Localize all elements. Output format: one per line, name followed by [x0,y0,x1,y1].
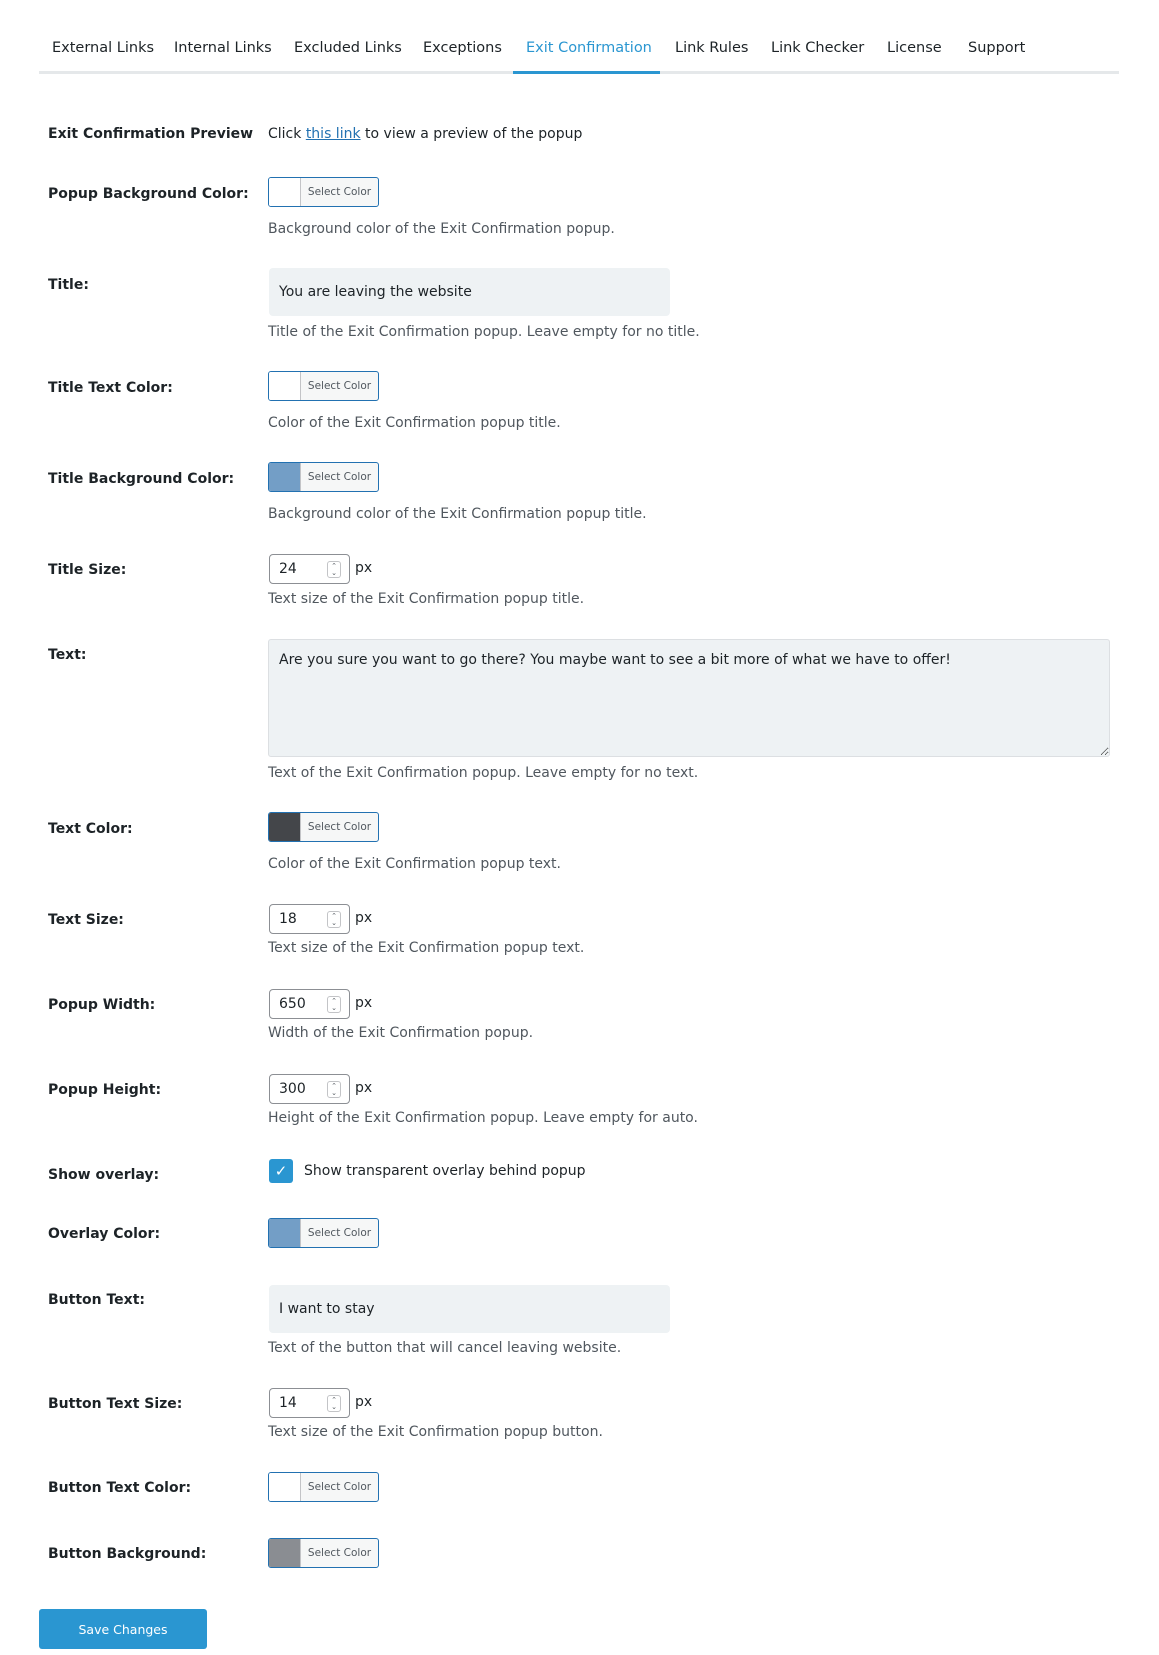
preview-label: Exit Confirmation Preview [48,126,254,142]
title-text-color-label: Title Text Color: [48,380,173,396]
title-input[interactable] [269,268,670,316]
button-text-size-label: Button Text Size: [48,1396,183,1412]
title-bg-color-desc: Background color of the Exit Confirmation popup title. [268,506,647,522]
spinner-arrows-icon[interactable]: ⌃ ⌄ [327,561,341,578]
button-text-size-desc: Text size of the Exit Confirmation popup button. [268,1424,603,1440]
save-changes-button[interactable]: Save Changes [39,1609,207,1649]
text-textarea[interactable] [268,639,1110,757]
text-color-label: Text Color: [48,821,133,837]
active-tab-indicator [513,71,660,74]
title-size-unit: px [355,560,373,576]
tab-excluded-links[interactable]: Excluded Links [294,40,402,56]
select-color-label: Select Color [307,380,372,392]
button-text-size-input[interactable] [269,1388,350,1418]
popup-height-input[interactable] [269,1074,350,1104]
title-size-value: 24 [279,561,297,577]
preview-text [268,126,582,142]
text-size-label: Text Size: [48,912,124,928]
title-text-color-desc: Color of the Exit Confirmation popup title. [268,415,561,431]
popup-height-unit: px [355,1080,373,1096]
title-label: Title: [48,277,89,293]
overlay-color-picker[interactable] [268,1218,379,1248]
preview-text-before: Click [268,126,306,142]
tab-support[interactable]: Support [968,40,1026,56]
button-background-label: Button Background: [48,1546,207,1562]
text-label: Text: [48,647,87,663]
color-swatch [269,1473,301,1501]
title-bg-color-picker[interactable] [268,462,379,492]
popup-height-label: Popup Height: [48,1082,162,1098]
tab-link-rules[interactable]: Link Rules [675,40,749,56]
popup-width-desc: Width of the Exit Confirmation popup. [268,1025,534,1041]
title-size-input[interactable] [269,554,350,584]
button-text-color-picker[interactable] [268,1472,379,1502]
title-bg-color-label: Title Background Color: [48,471,235,487]
color-swatch [269,372,301,400]
text-color-desc: Color of the Exit Confirmation popup text. [268,856,561,872]
checkmark-icon: ✓ [274,1162,288,1180]
color-swatch [269,813,301,841]
settings-tabs [39,28,1119,74]
popup-width-input[interactable] [269,989,350,1019]
select-color-label: Select Color [307,186,372,198]
popup-width-label: Popup Width: [48,997,156,1013]
popup-width-unit: px [355,995,373,1011]
popup-height-desc: Height of the Exit Confirmation popup. Leave empty for auto. [268,1110,698,1126]
popup-bg-color-picker[interactable] [268,177,379,207]
select-color-label: Select Color [307,1481,372,1493]
popup-height-value: 300 [279,1081,306,1097]
text-size-value: 18 [279,911,297,927]
show-overlay-label: Show overlay: [48,1167,160,1183]
text-size-unit: px [355,910,373,926]
show-overlay-checkbox[interactable] [269,1159,293,1183]
tab-internal-links[interactable]: Internal Links [174,40,272,56]
title-desc: Title of the Exit Confirmation popup. Leave empty for no title. [268,324,700,340]
title-size-label: Title Size: [48,562,127,578]
tab-link-checker[interactable]: Link Checker [771,40,865,56]
button-text-size-unit: px [355,1394,373,1410]
button-text-size-value: 14 [279,1395,297,1411]
show-overlay-checkbox-label[interactable]: Show transparent overlay behind popup [304,1163,586,1179]
button-text-desc: Text of the button that will cancel leaving website. [268,1340,622,1356]
spinner-arrows-icon[interactable]: ⌃ ⌄ [327,1081,341,1098]
select-color-label: Select Color [307,821,372,833]
overlay-color-label: Overlay Color: [48,1226,161,1242]
tab-external-links[interactable]: External Links [52,40,155,56]
popup-width-value: 650 [279,996,306,1012]
tab-exit-confirmation[interactable]: Exit Confirmation [526,40,652,56]
text-size-input[interactable] [269,904,350,934]
popup-bg-color-label: Popup Background Color: [48,186,249,202]
preview-text-after: to view a preview of the popup [360,126,583,142]
popup-bg-color-desc: Background color of the Exit Confirmation popup. [268,221,615,237]
spinner-arrows-icon[interactable]: ⌃ ⌄ [327,911,341,928]
button-text-color-label: Button Text Color: [48,1480,192,1496]
text-desc: Text of the Exit Confirmation popup. Leave empty for no text. [268,765,699,781]
text-color-picker[interactable] [268,812,379,842]
spinner-arrows-icon[interactable]: ⌃ ⌄ [327,1395,341,1412]
button-background-color-picker[interactable] [268,1538,379,1568]
tab-license[interactable]: License [887,40,942,56]
spinner-arrows-icon[interactable]: ⌃ ⌄ [327,996,341,1013]
title-size-desc: Text size of the Exit Confirmation popup title. [268,591,585,607]
title-text-color-picker[interactable] [268,371,379,401]
text-size-desc: Text size of the Exit Confirmation popup text. [268,940,585,956]
select-color-label: Select Color [307,1547,372,1559]
tab-exceptions[interactable]: Exceptions [423,40,502,56]
color-swatch [269,1539,301,1567]
select-color-label: Select Color [307,471,372,483]
button-text-label: Button Text: [48,1292,145,1308]
color-swatch [269,178,301,206]
select-color-label: Select Color [307,1227,372,1239]
button-text-input[interactable] [269,1285,670,1333]
color-swatch [269,1219,301,1247]
color-swatch [269,463,301,491]
preview-link[interactable]: this link [305,126,361,142]
